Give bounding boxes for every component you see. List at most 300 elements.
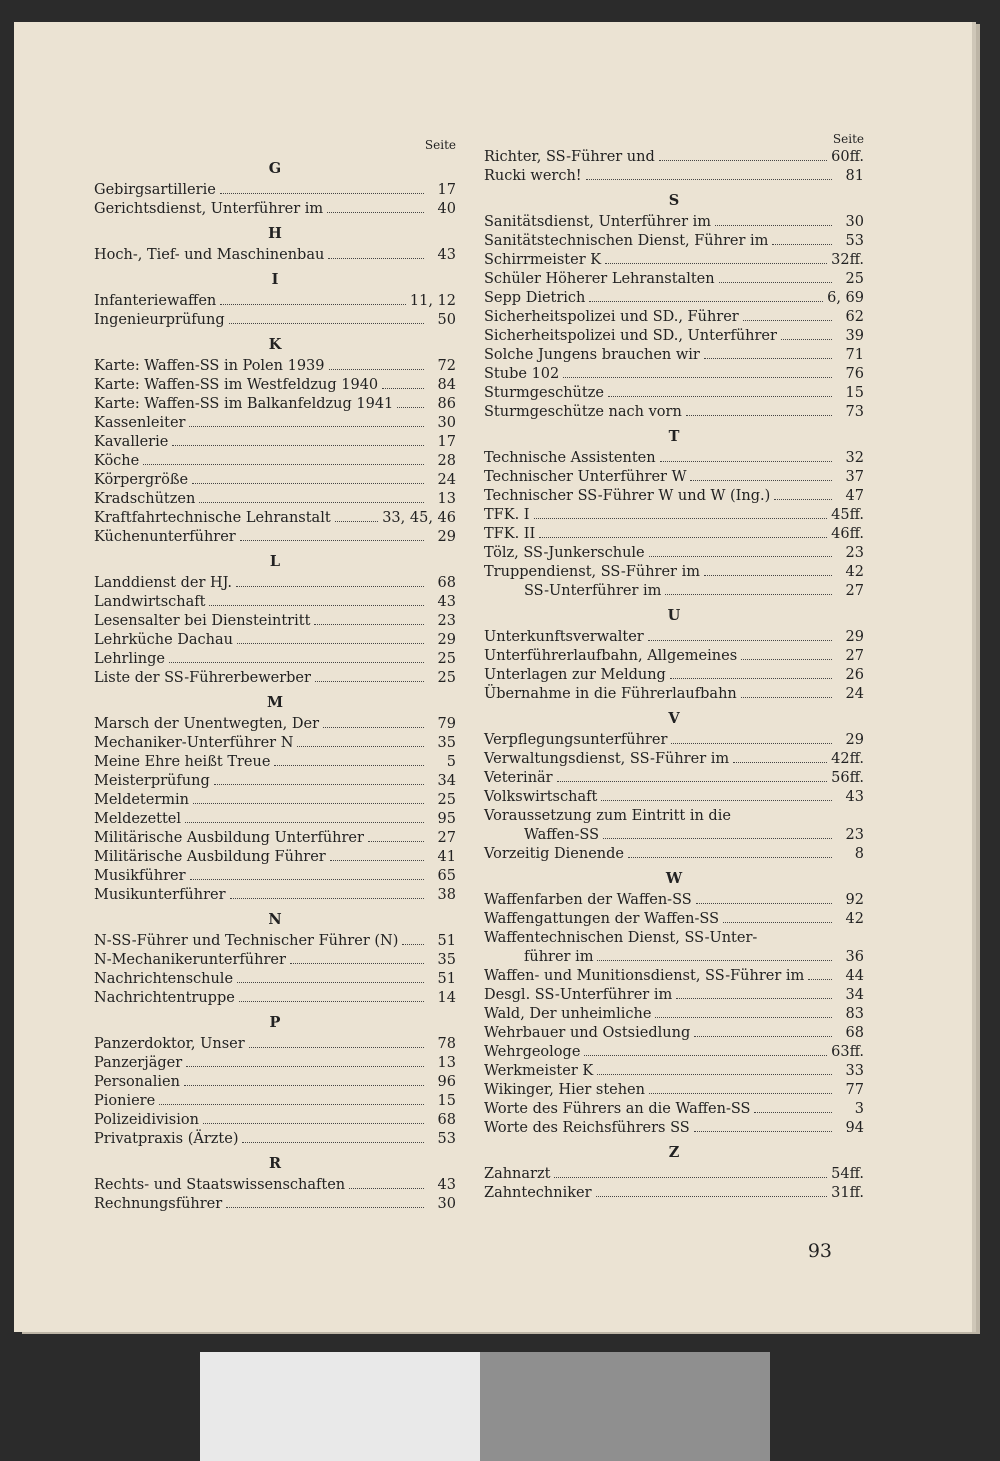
- entry-page: 23: [437, 613, 456, 629]
- entry-page: 17: [437, 434, 456, 450]
- entry-text: Wehrgeologe: [484, 1044, 581, 1060]
- entry-text: Richter, SS-Führer und: [484, 149, 655, 165]
- section-letter: G: [268, 160, 282, 177]
- dot-leader: [733, 762, 827, 763]
- entry-text: Marsch der Unentwegten, Der: [94, 716, 320, 732]
- dot-leader: [704, 358, 832, 359]
- dot-leader: [297, 746, 424, 747]
- index-entry: [484, 1081, 864, 1100]
- entry-text: Kraftfahrtechnische Lehranstalt: [94, 510, 331, 526]
- dot-leader: [368, 841, 424, 842]
- entry-text: Schüler Höherer Lehranstalten: [484, 271, 715, 287]
- entry-text: Tölz, SS-Junkerschule: [484, 545, 645, 561]
- dot-leader: [781, 339, 832, 340]
- entry-text: Karte: Waffen-SS im Balkanfeldzug 1941: [94, 396, 394, 412]
- entry-text: Werkmeister K: [484, 1063, 594, 1079]
- entry-page: 30: [437, 415, 456, 431]
- index-entry: [484, 148, 864, 167]
- dot-leader: [686, 415, 832, 416]
- entry-page: 43: [437, 1177, 456, 1193]
- index-entry: [94, 631, 456, 650]
- entry-page: 25: [437, 670, 456, 686]
- dot-leader: [184, 1085, 424, 1086]
- entry-text: Sanitätstechnischen Dienst, Führer im: [484, 233, 769, 249]
- entry-page: 34: [845, 987, 864, 1003]
- dot-leader: [665, 594, 832, 595]
- entry-page: 35: [437, 735, 456, 751]
- index-entry: [484, 929, 864, 948]
- index-entry: [94, 848, 456, 867]
- entry-page: 13: [437, 491, 456, 507]
- index-entry: [94, 376, 456, 395]
- entry-text: TFK. I: [484, 507, 530, 523]
- dot-leader: [534, 518, 828, 519]
- dot-leader: [172, 445, 424, 446]
- entry-text: Volkswirtschaft: [484, 789, 598, 805]
- dot-leader: [214, 784, 424, 785]
- section-letter: S: [668, 192, 680, 209]
- entry-page: 31ff.: [831, 1185, 864, 1201]
- entry-text: Desgl. SS-Unterführer im: [484, 987, 673, 1003]
- entry-text: Militärische Ausbildung Führer: [94, 849, 326, 865]
- index-entry: [94, 829, 456, 848]
- entry-page: 63ff.: [831, 1044, 864, 1060]
- dot-leader: [671, 743, 832, 744]
- dot-leader: [676, 998, 832, 999]
- entry-page: 30: [437, 1196, 456, 1212]
- left-index-list: [94, 160, 456, 1214]
- index-entry: [94, 181, 456, 200]
- dot-leader: [349, 1188, 424, 1189]
- entry-text: Kradschützen: [94, 491, 196, 507]
- entry-page: 62: [845, 309, 864, 325]
- dot-leader: [323, 727, 424, 728]
- entry-text: Liste der SS-Führerbewerber: [94, 670, 311, 686]
- entry-page: 33: [845, 1063, 864, 1079]
- index-entry: [484, 251, 864, 270]
- entry-text: Zahnarzt: [484, 1166, 551, 1182]
- entry-text: Hoch-, Tief- und Maschinenbau: [94, 247, 325, 263]
- entry-page: 40: [437, 201, 456, 217]
- entry-page: 43: [437, 594, 456, 610]
- dot-leader: [597, 960, 832, 961]
- dot-leader: [754, 1112, 832, 1113]
- index-entry: [484, 1119, 864, 1138]
- entry-text: Technischer SS-Führer W und W (Ing.): [484, 488, 771, 504]
- seite-label: Seite: [424, 138, 456, 152]
- index-entry: [484, 544, 864, 563]
- entry-text: Musikunterführer: [94, 887, 226, 903]
- entry-page: 3: [854, 1101, 864, 1117]
- entry-page: 29: [845, 732, 864, 748]
- entry-page: 46ff.: [831, 526, 864, 542]
- entry-page: 60ff.: [831, 149, 864, 165]
- index-entry: [94, 357, 456, 376]
- dot-leader: [239, 1001, 424, 1002]
- index-entry: [94, 414, 456, 433]
- index-entry: [484, 289, 864, 308]
- entry-page: 81: [845, 168, 864, 184]
- dot-leader: [659, 160, 827, 161]
- dot-leader: [539, 537, 827, 538]
- entry-page: 92: [845, 892, 864, 908]
- index-entry: [484, 449, 864, 468]
- entry-text: Sepp Dietrich: [484, 290, 586, 306]
- background-stand-light: [200, 1352, 480, 1461]
- index-entry: [94, 593, 456, 612]
- entry-text: Kavallerie: [94, 434, 169, 450]
- index-entry: [484, 1184, 864, 1203]
- dot-leader: [290, 963, 424, 964]
- entry-page: 51: [437, 971, 456, 987]
- entry-page: 29: [437, 529, 456, 545]
- entry-page: 68: [437, 575, 456, 591]
- dot-leader: [402, 944, 424, 945]
- entry-text: führer im: [524, 949, 594, 965]
- index-entry: [484, 403, 864, 422]
- dot-leader: [655, 1017, 832, 1018]
- index-entry: [94, 200, 456, 219]
- dot-leader: [159, 1104, 424, 1105]
- index-entry: [484, 1005, 864, 1024]
- index-entry: [484, 487, 864, 506]
- dot-leader: [743, 320, 832, 321]
- dot-leader: [584, 1055, 827, 1056]
- entry-page: 43: [437, 247, 456, 263]
- section-letter: N: [268, 911, 282, 928]
- dot-leader: [397, 407, 424, 408]
- entry-page: 15: [437, 1093, 456, 1109]
- index-entry: [94, 292, 456, 311]
- entry-page: 43: [845, 789, 864, 805]
- entry-page: 77: [845, 1082, 864, 1098]
- dot-leader: [249, 1047, 424, 1048]
- entry-page: 5: [446, 754, 456, 770]
- entry-page: 32ff.: [831, 252, 864, 268]
- dot-leader: [603, 838, 832, 839]
- dot-leader: [649, 1093, 832, 1094]
- dot-leader: [586, 179, 832, 180]
- entry-text: Sanitätsdienst, Unterführer im: [484, 214, 712, 230]
- index-entry: [484, 788, 864, 807]
- dot-leader: [808, 979, 832, 980]
- entry-page: 45ff.: [831, 507, 864, 523]
- index-entry: [94, 1111, 456, 1130]
- entry-text: Technischer Unterführer W: [484, 469, 687, 485]
- entry-page: 42ff.: [831, 751, 864, 767]
- index-entry: [94, 867, 456, 886]
- entry-text: Nachrichtenschule: [94, 971, 234, 987]
- entry-page: 84: [437, 377, 456, 393]
- entry-page: 83: [845, 1006, 864, 1022]
- dot-leader: [240, 540, 424, 541]
- index-entry: [94, 574, 456, 593]
- entry-page: 25: [437, 792, 456, 808]
- dot-leader: [328, 258, 424, 259]
- entry-text: Meldetermin: [94, 792, 189, 808]
- section-letter: T: [668, 428, 680, 445]
- dot-leader: [774, 499, 832, 500]
- entry-text: Ingenieurprüfung: [94, 312, 225, 328]
- entry-text: Kassenleiter: [94, 415, 186, 431]
- dot-leader: [690, 480, 832, 481]
- entry-text: Zahntechniker: [484, 1185, 592, 1201]
- entry-text: Panzerdoktor, Unser: [94, 1036, 245, 1052]
- entry-text: N-Mechanikerunterführer: [94, 952, 286, 968]
- entry-page: 86: [437, 396, 456, 412]
- entry-text: Technische Assistenten: [484, 450, 656, 466]
- entry-page: 47: [845, 488, 864, 504]
- index-entry: [94, 989, 456, 1008]
- dot-leader: [220, 304, 406, 305]
- entry-page: 14: [437, 990, 456, 1006]
- entry-text: Küchenunterführer: [94, 529, 236, 545]
- index-column-left: [94, 138, 456, 1214]
- dot-leader: [186, 1066, 424, 1067]
- entry-text: TFK. II: [484, 526, 536, 542]
- dot-leader: [723, 922, 832, 923]
- section-letter: U: [667, 607, 681, 624]
- index-entry: [94, 810, 456, 829]
- entry-page: 30: [845, 214, 864, 230]
- index-entry: [94, 395, 456, 414]
- index-entry: [94, 311, 456, 330]
- entry-page: 50: [437, 312, 456, 328]
- dot-leader: [649, 556, 832, 557]
- seite-label: Seite: [832, 132, 864, 146]
- index-entry: [94, 753, 456, 772]
- entry-text: Veterinär: [484, 770, 553, 786]
- section-letter: P: [269, 1014, 281, 1031]
- entry-page: 23: [845, 827, 864, 843]
- entry-page: 27: [845, 648, 864, 664]
- index-entry: [94, 1092, 456, 1111]
- dot-leader: [715, 225, 832, 226]
- index-entry: [484, 506, 864, 525]
- entry-page: 13: [437, 1055, 456, 1071]
- entry-page: 76: [845, 366, 864, 382]
- entry-page: 15: [845, 385, 864, 401]
- entry-text: Unterlagen zur Meldung: [484, 667, 666, 683]
- entry-page: 94: [845, 1120, 864, 1136]
- entry-text: Unterführerlaufbahn, Allgemeines: [484, 648, 738, 664]
- entry-text: Wehrbauer und Ostsiedlung: [484, 1025, 691, 1041]
- entry-page: 79: [437, 716, 456, 732]
- entry-text: Schirrmeister K: [484, 252, 602, 268]
- index-entry: [484, 468, 864, 487]
- entry-text: Truppendienst, SS-Führer im: [484, 564, 700, 580]
- entry-text: Gerichtsdienst, Unterführer im: [94, 201, 324, 217]
- entry-text: Personalien: [94, 1074, 180, 1090]
- dot-leader: [237, 643, 424, 644]
- entry-page: 68: [437, 1112, 456, 1128]
- entry-page: 38: [437, 887, 456, 903]
- dot-leader: [694, 1131, 832, 1132]
- index-entry: [94, 509, 456, 528]
- entry-text: Musikführer: [94, 868, 186, 884]
- index-entry: [484, 365, 864, 384]
- dot-leader: [274, 765, 424, 766]
- section-letter: H: [268, 225, 282, 242]
- index-entry: [94, 471, 456, 490]
- entry-text: Pioniere: [94, 1093, 156, 1109]
- dot-leader: [143, 464, 424, 465]
- index-entry: [484, 910, 864, 929]
- entry-page: 41: [437, 849, 456, 865]
- index-entry: [94, 246, 456, 265]
- index-entry: [94, 669, 456, 688]
- entry-text: N-SS-Führer und Technischer Führer (N): [94, 933, 399, 949]
- section-letter: K: [268, 336, 282, 353]
- entry-text: Sturmgeschütze: [484, 385, 604, 401]
- dot-leader: [236, 586, 424, 587]
- entry-text: Sicherheitspolizei und SD., Führer: [484, 309, 739, 325]
- index-entry: [484, 1062, 864, 1081]
- entry-page: 28: [437, 453, 456, 469]
- dot-leader: [192, 483, 424, 484]
- entry-text: Waffen- und Munitionsdienst, SS-Führer im: [484, 968, 805, 984]
- dot-leader: [203, 1123, 424, 1124]
- entry-page: 6, 69: [827, 290, 864, 306]
- entry-text: Gebirgsartillerie: [94, 182, 216, 198]
- entry-text: Vorzeitig Dienende: [484, 846, 624, 862]
- dot-leader: [696, 903, 832, 904]
- entry-text: Lesensalter bei Diensteintritt: [94, 613, 311, 629]
- index-entry: [94, 452, 456, 471]
- entry-text: Nachrichtentruppe: [94, 990, 235, 1006]
- entry-page: 73: [845, 404, 864, 420]
- index-entry: [94, 490, 456, 509]
- index-page: [14, 22, 972, 1332]
- entry-text: Köche: [94, 453, 140, 469]
- index-entry: [484, 327, 864, 346]
- entry-text: Waffentechnischen Dienst, SS-Unter-: [484, 930, 758, 946]
- dot-leader: [741, 697, 832, 698]
- dot-leader: [628, 857, 832, 858]
- index-entry: [484, 270, 864, 289]
- entry-page: 8: [854, 846, 864, 862]
- dot-leader: [209, 605, 424, 606]
- index-entry: [484, 986, 864, 1005]
- dot-leader: [327, 212, 424, 213]
- dot-leader: [648, 640, 832, 641]
- dot-leader: [608, 396, 832, 397]
- index-entry: [484, 807, 864, 826]
- entry-page: 72: [437, 358, 456, 374]
- entry-text: Voraussetzung zum Eintritt in die: [484, 808, 731, 824]
- index-entry: [484, 731, 864, 750]
- index-entry: [94, 1073, 456, 1092]
- dot-leader: [557, 781, 828, 782]
- entry-page: 44: [845, 968, 864, 984]
- entry-text: Lehrküche Dachau: [94, 632, 233, 648]
- index-entry: [484, 582, 864, 601]
- section-letter: Z: [668, 1144, 680, 1161]
- entry-text: Lehrlinge: [94, 651, 165, 667]
- entry-text: Landwirtschaft: [94, 594, 206, 610]
- background-stand-dark: [480, 1352, 770, 1461]
- entry-page: 78: [437, 1036, 456, 1052]
- entry-text: Waffenfarben der Waffen-SS: [484, 892, 692, 908]
- entry-text: Panzerjäger: [94, 1055, 183, 1071]
- index-entry: [484, 769, 864, 788]
- index-entry: [484, 750, 864, 769]
- index-entry: [484, 167, 864, 186]
- entry-text: Privatpraxis (Ärzte): [94, 1131, 239, 1147]
- dot-leader: [605, 263, 827, 264]
- dot-leader: [329, 369, 425, 370]
- entry-page: 53: [845, 233, 864, 249]
- dot-leader: [330, 860, 424, 861]
- entry-text: Körpergröße: [94, 472, 189, 488]
- index-entry: [94, 772, 456, 791]
- index-entry: [94, 1176, 456, 1195]
- entry-page: 95: [437, 811, 456, 827]
- dot-leader: [719, 282, 832, 283]
- entry-text: Meisterprüfung: [94, 773, 210, 789]
- dot-leader: [382, 388, 424, 389]
- entry-text: Infanteriewaffen: [94, 293, 217, 309]
- index-entry: [94, 1130, 456, 1149]
- dot-leader: [242, 1142, 424, 1143]
- entry-page: 26: [845, 667, 864, 683]
- dot-leader: [694, 1036, 832, 1037]
- index-entry: [94, 791, 456, 810]
- dot-leader: [199, 502, 424, 503]
- dot-leader: [185, 822, 424, 823]
- index-entry: [94, 886, 456, 905]
- index-entry: [484, 1100, 864, 1119]
- entry-page: 53: [437, 1131, 456, 1147]
- entry-page: 27: [437, 830, 456, 846]
- index-entry: [94, 970, 456, 989]
- entry-text: Mechaniker-Unterführer N: [94, 735, 294, 751]
- index-entry: [484, 1043, 864, 1062]
- index-entry: [484, 1165, 864, 1184]
- entry-page: 42: [845, 564, 864, 580]
- index-entry: [94, 951, 456, 970]
- dot-leader: [596, 1196, 828, 1197]
- index-entry: [484, 647, 864, 666]
- index-entry: [484, 1024, 864, 1043]
- entry-text: Solche Jungens brauchen wir: [484, 347, 700, 363]
- dot-leader: [193, 803, 424, 804]
- entry-page: 25: [845, 271, 864, 287]
- index-entry: [484, 346, 864, 365]
- index-entry: [484, 308, 864, 327]
- index-entry: [94, 650, 456, 669]
- index-entry: [484, 384, 864, 403]
- entry-page: 54ff.: [831, 1166, 864, 1182]
- entry-text: Verwaltungsdienst, SS-Führer im: [484, 751, 730, 767]
- dot-leader: [741, 659, 832, 660]
- entry-page: 65: [437, 868, 456, 884]
- entry-page: 96: [437, 1074, 456, 1090]
- index-entry: [94, 612, 456, 631]
- entry-page: 29: [845, 629, 864, 645]
- entry-text: Worte des Reichsführers SS: [484, 1120, 690, 1136]
- index-entry: [484, 213, 864, 232]
- dot-leader: [597, 1074, 832, 1075]
- entry-text: Sicherheitspolizei und SD., Unterführer: [484, 328, 777, 344]
- dot-leader: [660, 461, 832, 462]
- entry-text: Militärische Ausbildung Unterführer: [94, 830, 364, 846]
- entry-page: 33, 45, 46: [382, 510, 456, 526]
- right-index-list: [484, 148, 864, 1203]
- page-number: 93: [807, 1240, 832, 1262]
- entry-text: Landdienst der HJ.: [94, 575, 232, 591]
- entry-text: Waffengattungen der Waffen-SS: [484, 911, 720, 927]
